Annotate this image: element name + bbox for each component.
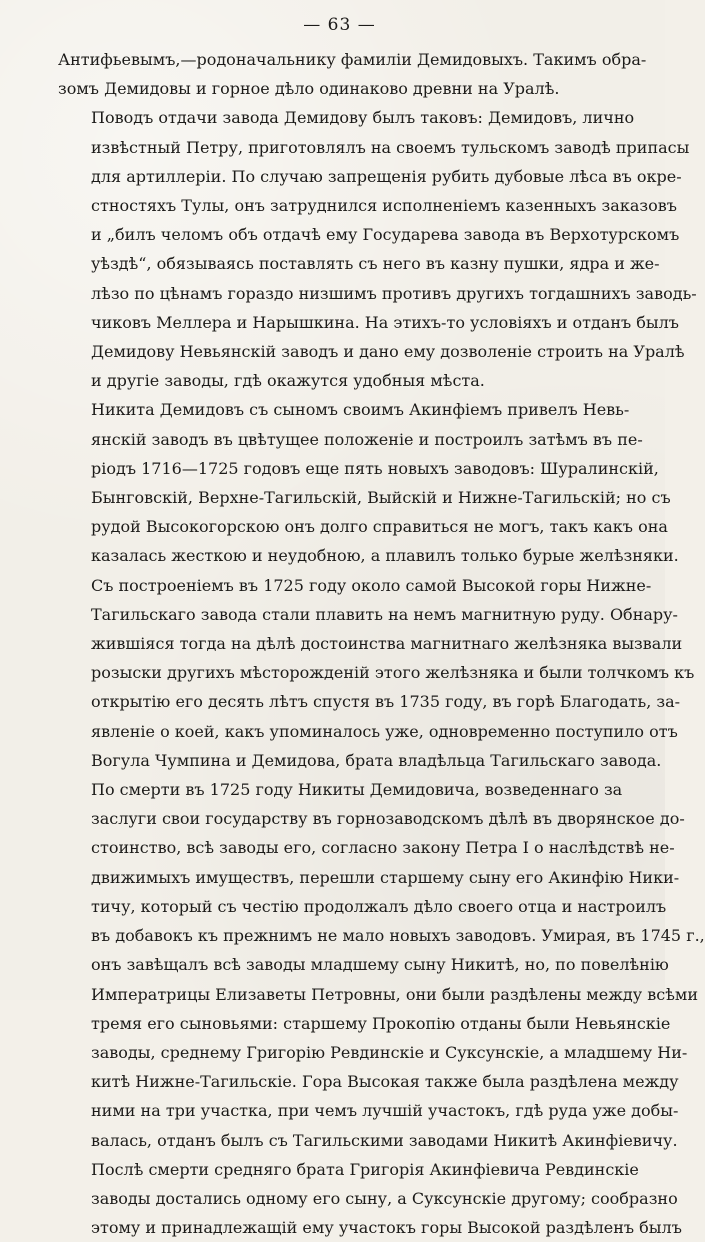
text-line: заводы, среднему Григорію Ревдинскіе и Суксунскіе, а младшему Ни- (91, 1042, 688, 1062)
text-line: тремя его сыновьями: старшему Прокопію отданы были Невьянскіе (91, 1013, 671, 1033)
text-line: Тагильскаго завода стали плавить на немъ магнитную руду. Обнару- (91, 604, 678, 624)
text-line: ріодъ 1716—1725 годовъ еще пять новыхъ заводовъ: Шуралинскій, (91, 458, 659, 478)
paragraph (58, 1155, 682, 1242)
text-line: чиковъ Меллера и Нарышкина. На этихъ-то условіяхъ и отданъ былъ (91, 312, 679, 332)
text-line: стностяхъ Тулы, онъ затруднился исполненіемъ казенныхъ заказовъ (91, 196, 677, 216)
text-line: тичу, который съ честію продолжалъ дѣло своего отца и настроилъ (91, 896, 667, 916)
text-line: китѣ Нижне-Тагильскіе. Гора Высокая также была раздѣлена между (91, 1072, 679, 1092)
text-line: извѣстный Петру, приготовлялъ на своемъ тульскомъ заводѣ припасы (91, 137, 690, 157)
page-number: — 63 — (303, 15, 376, 35)
text-line: открытію его десять лѣтъ спустя въ 1735 году, въ горѣ Благодать, за- (91, 692, 681, 712)
text-line: казалась жесткою и неудобною, а плавилъ только бурые желѣзняки. (91, 546, 679, 566)
text-line: онъ завѣщалъ всѣ заводы младшему сыну Никитѣ, но, по повелѣнію (91, 955, 669, 975)
text-line: Демидову Невьянскій заводъ и дано ему дозволеніе строить на Уралѣ (91, 342, 685, 362)
text-line: Бынговскій, Верхне-Тагильскій, Выйскій и Нижне-Тагильскій; но съ (91, 488, 671, 508)
text-line: розыски другихъ мѣсторожденій этого желѣзняка и были толчкомъ къ (91, 663, 695, 683)
text-line: Послѣ смерти средняго брата Григорія Акинфіевича Ревдинскіе (91, 1159, 639, 1179)
text-line: въ добавокъ къ прежнимъ не мало новыхъ заводовъ. Умирая, въ 1745 г., (91, 926, 705, 946)
text-line: ними на три участка, при чемъ лучшій участокъ, гдѣ руда уже добы- (91, 1101, 679, 1121)
text-line: и другіе заводы, гдѣ окажутся удобныя мѣста. (91, 371, 485, 391)
text-line: валась, отданъ былъ съ Тагильскими заводами Никитѣ Акинфіевичу. (91, 1130, 678, 1150)
text-line: этому и принадлежащій ему участокъ горы Высокой раздѣленъ былъ (91, 1218, 682, 1238)
text-line: янскій заводъ въ цвѣтущее положеніе и построилъ затѣмъ въ пе- (91, 429, 643, 449)
paragraph (58, 775, 705, 1155)
text-line: лѣзо по цѣнамъ гораздо низшимъ противъ другихъ тогдашнихъ заводь- (91, 283, 697, 303)
text-line: По смерти въ 1725 году Никиты Демидовича, возведеннаго за (91, 780, 623, 800)
text-line: заслуги свои государству въ горнозаводскомъ дѣлѣ въ дворянское до- (91, 809, 685, 829)
text-body (58, 45, 705, 1242)
paragraph (58, 395, 695, 775)
text-line: движимыхъ имуществъ, перешли старшему сыну его Акинфію Ники- (91, 867, 680, 887)
text-line: Антифьевымъ,—родоначальнику фамиліи Демидовыхъ. Такимъ обра- (58, 50, 647, 69)
paragraph (58, 103, 697, 395)
text-line: Вогула Чумпина и Демидова, брата владѣльца Тагильскаго завода. (91, 750, 662, 770)
text-line: и „билъ челомъ объ отдачѣ ему Государева завода въ Верхотурскомъ (91, 225, 680, 245)
text-line: заводы достались одному его сыну, а Суксунскіе другому; сообразно (91, 1188, 678, 1208)
text-line: Никита Демидовъ съ сыномъ своимъ Акинфіемъ привелъ Невь- (91, 400, 630, 420)
text-line: явленіе о коей, какъ упоминалось уже, одновременно поступило отъ (91, 721, 678, 741)
text-line: зомъ Демидовы и горное дѣло одинаково древни на Уралѣ. (58, 79, 560, 99)
text-line: уѣздѣ“, обязываясь поставлять съ него въ казну пушки, ядра и же- (91, 254, 660, 274)
text-line: Императрицы Елизаветы Петровны, они были раздѣлены между всѣми (91, 984, 698, 1004)
text-line: жившіяся тогда на дѣлѣ достоинства магнитнаго желѣзняка вызвали (91, 634, 683, 654)
text-line: рудой Высокогорскою онъ долго справиться не могъ, такъ какъ она (91, 517, 668, 537)
text-line: стоинство, всѣ заводы его, согласно закону Петра I о наслѣдствѣ не- (91, 838, 675, 858)
text-line: Поводъ отдачи завода Демидову былъ таковъ: Демидовъ, лично (91, 108, 635, 128)
text-line: для артиллеріи. По случаю запрещенія рубить дубовые лѣса въ окре- (91, 166, 682, 186)
text-line: Съ построеніемъ въ 1725 году около самой Высокой горы Нижне- (91, 575, 652, 595)
paragraph (58, 45, 647, 103)
